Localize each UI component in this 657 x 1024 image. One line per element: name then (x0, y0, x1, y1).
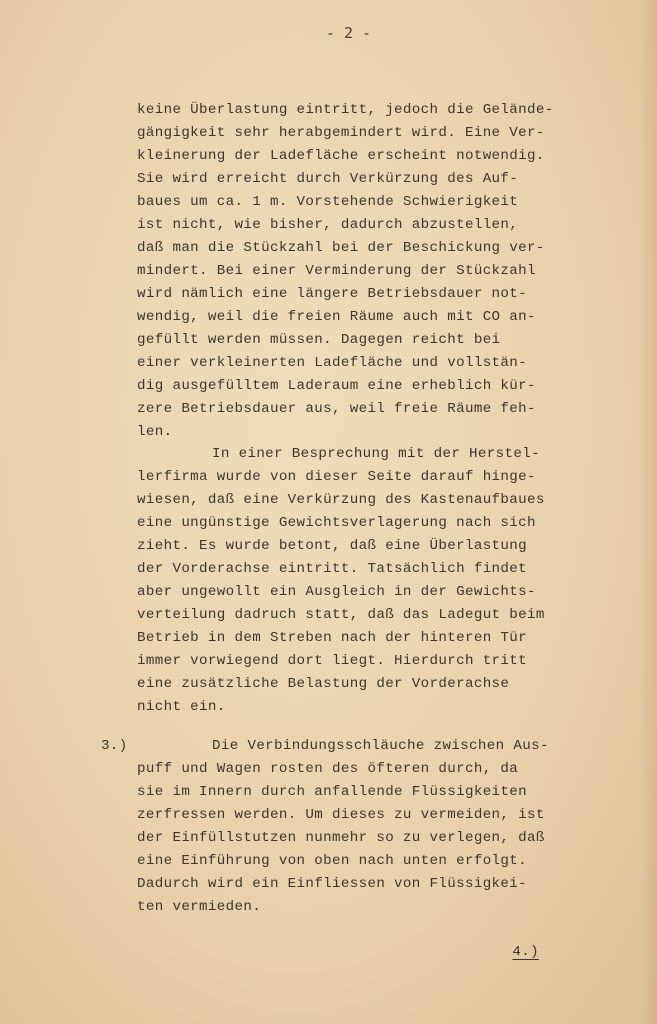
paragraph-2-line: aber ungewollt ein Ausgleich in der Gewichts- (137, 584, 536, 600)
item-3-line: der Einfüllstutzen nunmehr so zu verlegen, daß (137, 830, 545, 846)
paragraph-1-line: wird nämlich eine längere Betriebsdauer not- (137, 286, 528, 302)
paragraph-1-line: Sie wird erreicht durch Verkürzung des Auf- (137, 171, 519, 187)
item-3-line: ten vermieden. (137, 899, 262, 915)
paragraph-2-line: der Vorderachse eintritt. Tatsächlich findet (137, 561, 528, 577)
page-edge-shadow (639, 0, 657, 1024)
paragraph-2-line: immer vorwiegend dort liegt. Hierdurch tritt (137, 653, 528, 669)
paragraph-1-line: baues um ca. 1 m. Vorstehende Schwierigkeit (137, 194, 519, 210)
item-3-line: sie im Innern durch anfallende Flüssigkeiten (137, 784, 528, 800)
paragraph-1-line: dig ausgefülltem Laderaum eine erheblich kür- (137, 378, 536, 394)
item-3-line: zerfressen werden. Um dieses zu vermeiden, ist (137, 807, 545, 823)
paragraph-1-line: kleinerung der Ladefläche erscheint notwendig. (137, 148, 545, 164)
paragraph-1-line: mindert. Bei einer Verminderung der Stückzahl (137, 263, 536, 279)
page-number: - 2 - (325, 24, 372, 42)
paragraph-2-line: eine zusätzliche Belastung der Vorderachse (137, 676, 510, 692)
paragraph-2-line: Betrieb in dem Streben nach der hinteren Tür (137, 630, 528, 646)
paragraph-2-line: zieht. Es wurde betont, daß eine Überlastung (137, 538, 528, 554)
paragraph-2-line: nicht ein. (137, 699, 226, 715)
paragraph-1-line: wendig, weil die freien Räume auch mit CO an- (137, 309, 536, 325)
paragraph-2-line: lerfirma wurde von dieser Seite darauf hinge- (137, 469, 536, 485)
paragraph-1-line: einer verkleinerten Ladefläche und vollstän- (137, 355, 528, 371)
paragraph-1-line: len. (137, 424, 173, 440)
item-3-line: eine Einführung von oben nach unten erfolgt. (137, 853, 528, 869)
paragraph-1-line: zere Betriebsdauer aus, weil freie Räume feh- (137, 401, 536, 417)
item-3-line: Die Verbindungsschläuche zwischen Aus- (212, 738, 549, 754)
item-3-line: puff und Wagen rosten des öfteren durch, da (137, 761, 519, 777)
paragraph-1-line: ist nicht, wie bisher, dadurch abzustellen, (137, 217, 519, 233)
continuation-marker: 4.) (512, 944, 539, 960)
paragraph-1-line: gängigkeit sehr herabgemindert wird. Eine Ver- (137, 125, 545, 141)
paragraph-2-line: verteilung dadruch statt, daß das Ladegut beim (137, 607, 545, 623)
paragraph-1-line: gefüllt werden müssen. Dagegen reicht bei (137, 332, 501, 348)
paragraph-2-line: wiesen, daß eine Verkürzung des Kastenaufbaues (137, 492, 545, 508)
paragraph-1-line: keine Überlastung eintritt, jedoch die Gelände- (137, 102, 554, 118)
item-3-marker: 3.) (101, 738, 128, 754)
paragraph-2-line: eine ungünstige Gewichtsverlagerung nach sich (137, 515, 536, 531)
item-3-line: Dadurch wird ein Einfliessen von Flüssigkei- (137, 876, 528, 892)
paragraph-1-line: daß man die Stückzahl bei der Beschickung ver- (137, 240, 545, 256)
paragraph-2-line: In einer Besprechung mit der Herstel- (212, 446, 540, 462)
